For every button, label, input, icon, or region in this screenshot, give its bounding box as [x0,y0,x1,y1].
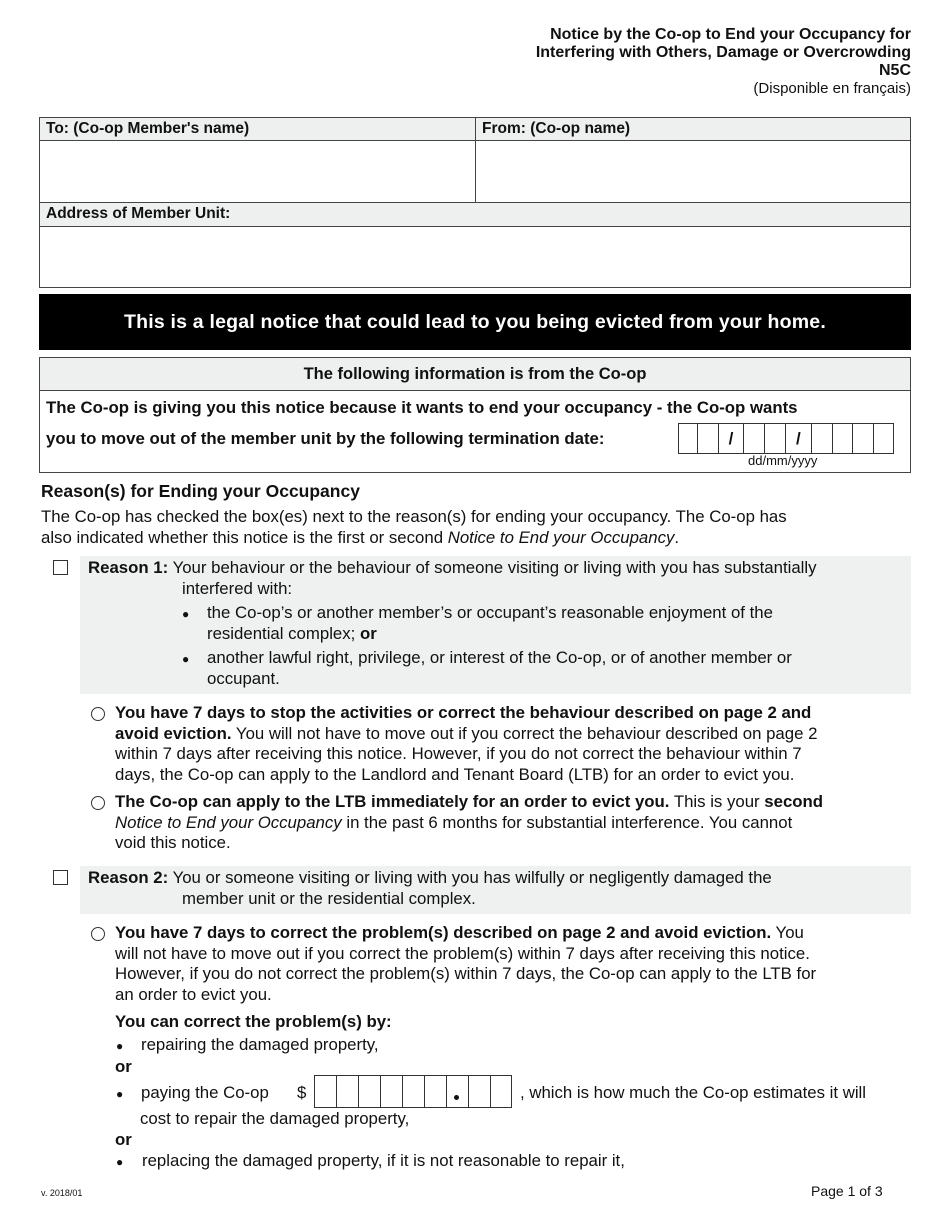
member-name-input[interactable] [40,141,475,202]
page-number: Page 1 of 3 [811,1183,883,1199]
form-title-line1: Notice by the Co-op to End your Occupancy for [550,26,911,43]
reason1-bullet1-line1: the Co-op’s or another member’s or occupant’s reasonable enjoyment of the [207,603,773,622]
bullet-dot: ● [116,1039,124,1053]
reason1-option1 [115,703,915,785]
date-slash-1: / [719,424,745,453]
correct-item2-cont: cost to repair the damaged property, [140,1109,410,1128]
correct-item2-label: paying the Co-op [141,1083,269,1102]
french-availability: (Disponible en français) [753,80,911,97]
correct-heading: You can correct the problem(s) by: [115,1012,392,1031]
reason1-opt2-line3: void this notice. [115,833,231,852]
reason1-label: Reason 1: [88,558,169,577]
address-input[interactable] [40,227,910,287]
reason1-text [88,558,908,599]
reason2-opt1-line4: an order to evict you. [115,984,272,1004]
legal-notice-banner: This is a legal notice that could lead to you being evicted from your home. [39,294,911,350]
opt2-second: second [764,792,824,811]
reasons-heading: Reason(s) for Ending your Occupancy [41,481,360,501]
opt2-italic: Notice to End your Occupancy [115,812,342,832]
date-slash-2: / [786,424,812,453]
coop-name-input[interactable] [476,141,910,202]
intro-italic: Notice to End your Occupancy [447,527,675,547]
reason2-opt1-line3: However, if you do not correct the problem(s) within 7 days, the Co-op can apply to the LTB for [115,964,817,983]
repair-amount-boxes[interactable] [314,1075,512,1108]
reason2-option1-radio[interactable] [91,927,105,941]
reason1-bullet1 [207,603,773,644]
reason2-text-2: member unit or the residential complex. [182,888,476,908]
reason1-bullet2-line1: another lawful right, privilege, or interest of the Co-op, or of another member or [207,648,792,667]
intro-end: . [674,527,680,547]
reason1-bullet2 [207,648,792,689]
reason1-option1-radio[interactable] [91,707,105,721]
info-line2: you to move out of the member unit by the following termination date: [46,429,605,448]
bullet1-text: residential complex; [207,623,360,643]
to-label: To: (Co-op Member's name) [40,118,476,141]
reason2-checkbox[interactable] [53,870,68,885]
bullet-dot: ● [116,1087,124,1101]
opt1-bold: avoid eviction. [115,723,232,743]
bullet-dot: ● [182,607,190,621]
reason1-opt1-line1: You have 7 days to stop the activities or correct the behaviour described on page 2 and [115,703,812,722]
info-line1: The Co-op is giving you this notice because it wants to end your occupancy - the Co-op wants [46,398,798,417]
correct-item2-suffix: , which is how much the Co-op estimates it will [520,1083,867,1102]
reason1-text-2: interfered with: [182,578,293,598]
reasons-intro-line1: The Co-op has checked the box(es) next to the reason(s) for ending your occupancy. The Co-op has [41,507,787,526]
reason2-opt1-line2: will not have to move out if you correct the problem(s) within 7 days after receiving this notice. [115,943,810,963]
reason1-checkbox[interactable] [53,560,68,575]
termination-date-boxes[interactable] [678,423,894,454]
reason1-option2 [115,792,915,854]
or-separator-2: or [115,1130,132,1149]
opt2-text2: in the past 6 months for substantial interference. You cannot [341,812,793,832]
from-field-cell [476,141,910,203]
reason1-text-1: Your behaviour or the behaviour of someone visiting or living with you has substantially [172,558,817,577]
opt2-bold: The Co-op can apply to the LTB immediately for an order to evict you. [115,792,670,811]
reason1-option2-radio[interactable] [91,796,105,810]
r2opt-bold: You have 7 days to correct the problem(s) described on page 2 and avoid eviction. [115,923,772,942]
decimal-dot-cell [447,1076,469,1107]
reason1-bullet1-line2 [207,624,773,645]
reason1-opt1-line2 [115,724,915,745]
correct-item3: replacing the damaged property, if it is not reasonable to repair it, [142,1151,625,1170]
bullet1-or: or [359,623,377,643]
or-separator-1: or [115,1057,132,1076]
to-field-cell [40,141,476,203]
reason2-text-1: You or someone visiting or living with you has wilfully or negligently damaged the [172,868,772,887]
form-title-line2: Interfering with Others, Damage or Overcrowding [535,44,911,61]
parties-table [39,117,911,288]
opt2-text: This is your [669,792,765,811]
reasons-intro [41,507,787,548]
bullet-dot: ● [116,1155,124,1169]
reason1-opt1-line3: within 7 days after receiving this notice. However, if you do not correct the behaviour within 7 [115,744,802,763]
info-box [39,357,911,473]
address-field-cell [40,227,910,287]
date-format-hint: dd/mm/yyyy [748,453,818,468]
form-header [536,26,911,98]
reason1-opt1-line4: days, the Co-op can apply to the Landlord and Tenant Board (LTB) for an order to evict you. [115,764,795,784]
correct-item1: repairing the damaged property, [141,1035,379,1054]
r2opt-text: You [771,923,804,942]
address-label: Address of Member Unit: [40,203,910,227]
form-version: v. 2018/01 [41,1188,83,1198]
info-title: The following information is from the Co-op [40,358,910,391]
bullet-dot: ● [182,652,190,666]
reason1-bullet2-line2: occupant. [207,668,280,688]
intro-text: also indicated whether this notice is the first or second [41,527,448,547]
from-label: From: (Co-op name) [476,118,910,141]
reason2-label: Reason 2: [88,868,169,887]
reason2-text [88,868,908,909]
reasons-intro-line2 [41,528,787,549]
form-code: N5C [878,62,911,79]
dollar-sign: $ [297,1083,307,1102]
reason2-option1 [115,923,915,1005]
opt1-text: You will not have to move out if you correct the behaviour described on page 2 [231,723,818,743]
